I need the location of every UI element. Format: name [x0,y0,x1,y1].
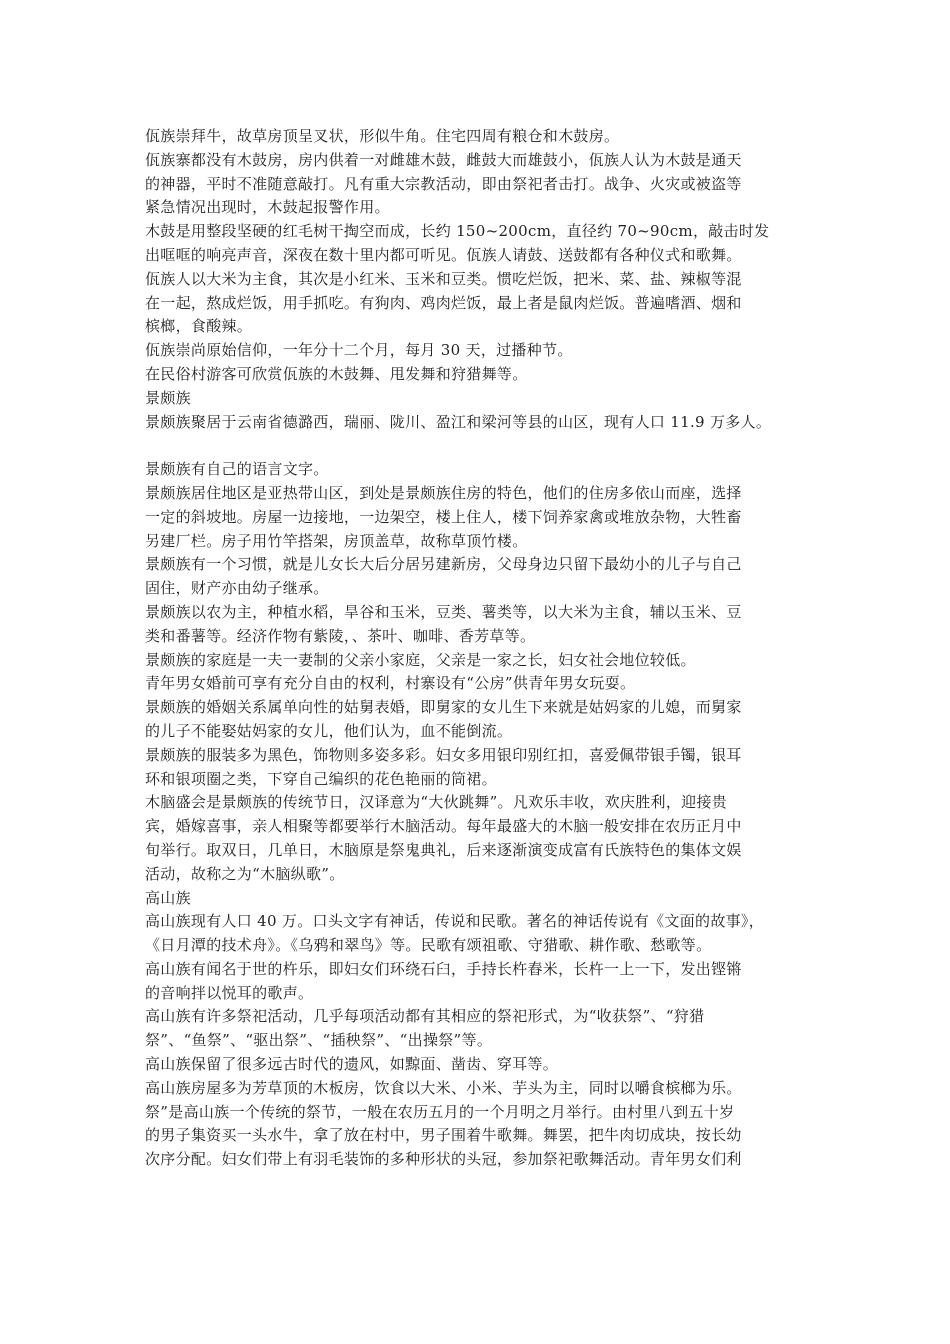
text-line: 祭”是高山族一个传统的祭节，一般在农历五月的一个月明之月举行。由村里八到五十岁 [145,1102,735,1121]
text-line: 活动，故称之为“木脑纵歌”。 [145,864,345,883]
text-line: 佤族崇拜牛，故草房顶呈叉状，形似牛角。住宅四周有粮仓和木鼓房。 [145,127,620,145]
text-line: 景颇族有自己的语言文字。 [145,460,329,479]
text-line: 的男子集资买一头水牛，拿了放在村中，男子围着牛歌舞。舞罢，把牛肉切成块，按长幼 [145,1126,742,1145]
text-line: 在民俗村游客可欣赏佤族的木鼓舞、甩发舞和狩猎舞等。 [145,364,528,383]
text-line: 的音响拌以悦耳的歌声。 [145,983,314,1002]
text-line: 佤族崇尚原始信仰，一年分十二个月，每月 30 天，过播种节。 [145,341,573,360]
text-line: 次序分配。妇女们带上有羽毛装饰的多种形状的头冠，参加祭祀歌舞活动。青年男女们利 [145,1150,742,1169]
text-line: 环和银项圈之类，下穿自己编织的花色艳丽的筒裙。 [145,769,497,788]
text-line: 槟榔，食酸辣。 [145,317,253,336]
text-line: 景颇族的家庭是一夫一妻制的父亲小家庭，父亲是一家之长，妇女社会地位较低。 [145,650,696,669]
text-line: 景颇族的服装多为黑色，饰物则多姿多彩。妇女多用银印别红扣，喜爱佩带银手镯，银耳 [145,745,742,764]
text-line: 木鼓是用整段坚硬的红毛树干掏空而成，长约 150~200cm，直径约 70~90cm，敲击时发 [145,222,770,241]
text-line: 青年男女婚前可享有充分自由的权利，村寨设有“公房”供青年男女玩耍。 [145,674,636,693]
text-line: 高山族现有人口 40 万。口头文字有神话，传说和民歌。著名的神话传说有《文面的故事》， [145,912,765,931]
text-line: 的神器，平时不准随意敲打。凡有重大宗教活动，即由祭祀者击打。战争、火灾或被盗等 [145,174,742,193]
text-line: 高山族有闻名于世的杵乐，即妇女们环绕石臼，手持长杵舂米，长杵一上一下，发出铿锵 [145,959,742,978]
blank-line [145,434,840,458]
text-line: 佤族寨都没有木鼓房，房内供着一对雌雄木鼓，雌鼓大而雄鼓小，佤族人认为木鼓是通天 [145,150,742,169]
text-line: 固住，财产亦由幼子继承。 [145,579,329,598]
text-line: 紧急情况出现时，木鼓起报警作用。 [145,198,390,217]
text-line: 景颇族居住地区是亚热带山区，到处是景颇族住房的特色，他们的住房多依山而座，选择 [145,483,742,502]
text-line: 高山族保留了很多远古时代的遗风，如黥面、凿齿、穿耳等。 [145,1055,559,1074]
text-line: 祭”、“鱼祭”、“驱出祭”、“插秧祭”、“出操祭”等。 [145,1031,493,1050]
text-line: 一定的斜坡地。房屋一边接地，一边架空，楼上住人，楼下饲养家禽或堆放杂物，大牲畜 [145,507,742,526]
text-line: 旬举行。取双日，几单日，木脑原是祭鬼典礼，后来逐渐演变成富有氏族特色的集体文娱 [145,840,742,859]
text-line: 木脑盛会是景颇族的传统节日，汉译意为“大伙跳舞”。凡欢乐丰收，欢庆胜利，迎接贵 [145,793,728,812]
text-line: 出哐哐的响亮声音，深夜在数十里内都可听见。佤族人请鼓、送鼓都有各种仪式和歌舞。 [145,245,742,264]
text-line: 景颇族聚居于云南省德潞西，瑞丽、陇川、盈江和梁河等县的山区，现有人口 11.9 万多人。 [145,412,772,431]
text-line: 的儿子不能娶姑妈家的女儿，他们认为，血不能倒流。 [145,721,513,740]
text-line: 高山族 [145,888,191,907]
text-line: 宾，婚嫁喜事，亲人相聚等都要举行木脑活动。每年最盛大的木脑一般安排在农历正月中 [145,817,742,836]
text-line: 在一起，熬成烂饭，用手抓吃。有狗肉、鸡肉烂饭，最上者是鼠肉烂饭。普遍嗜酒、烟和 [145,293,742,312]
text-line: 《日月潭的技术舟》。《乌鸦和翠鸟》等。民歌有颂祖歌、守猎歌、耕作歌、愁歌等。 [145,936,712,955]
text-line: 高山族有许多祭祀活动，几乎每项活动都有其相应的祭祀形式，为“收获祭”、“狩猎 [145,1007,705,1026]
text-line: 类和番薯等。经济作物有紫陵，、茶叶、咖啡、香芳草等。 [145,626,536,645]
text-line: 景颇族有一个习惯，就是儿女长大后分居另建新房，父母身边只留下最幼小的儿子与自己 [145,555,742,574]
text-line: 景颇族的婚姻关系属单向性的姑舅表婚，即舅家的女儿生下来就是姑妈家的儿媳，而舅家 [145,698,742,717]
text-line: 佤族人以大米为主食，其次是小红米、玉米和豆类。惯吃烂饭，把米、菜、盐、辣椒等混 [145,269,742,288]
text-line: 另建厂栏。房子用竹竿搭架，房顶盖草，故称草顶竹楼。 [145,531,528,550]
text-line: 景颇族以农为主，种植水稻，旱谷和玉米，豆类、薯类等，以大米为主食，辅以玉米、豆 [145,602,742,621]
text-line: 景颇族 [145,388,191,407]
text-line: 高山族房屋多为芳草顶的木板房，饮食以大米、小米、芋头为主，同时以嚼食槟榔为乐。 [145,1078,742,1097]
